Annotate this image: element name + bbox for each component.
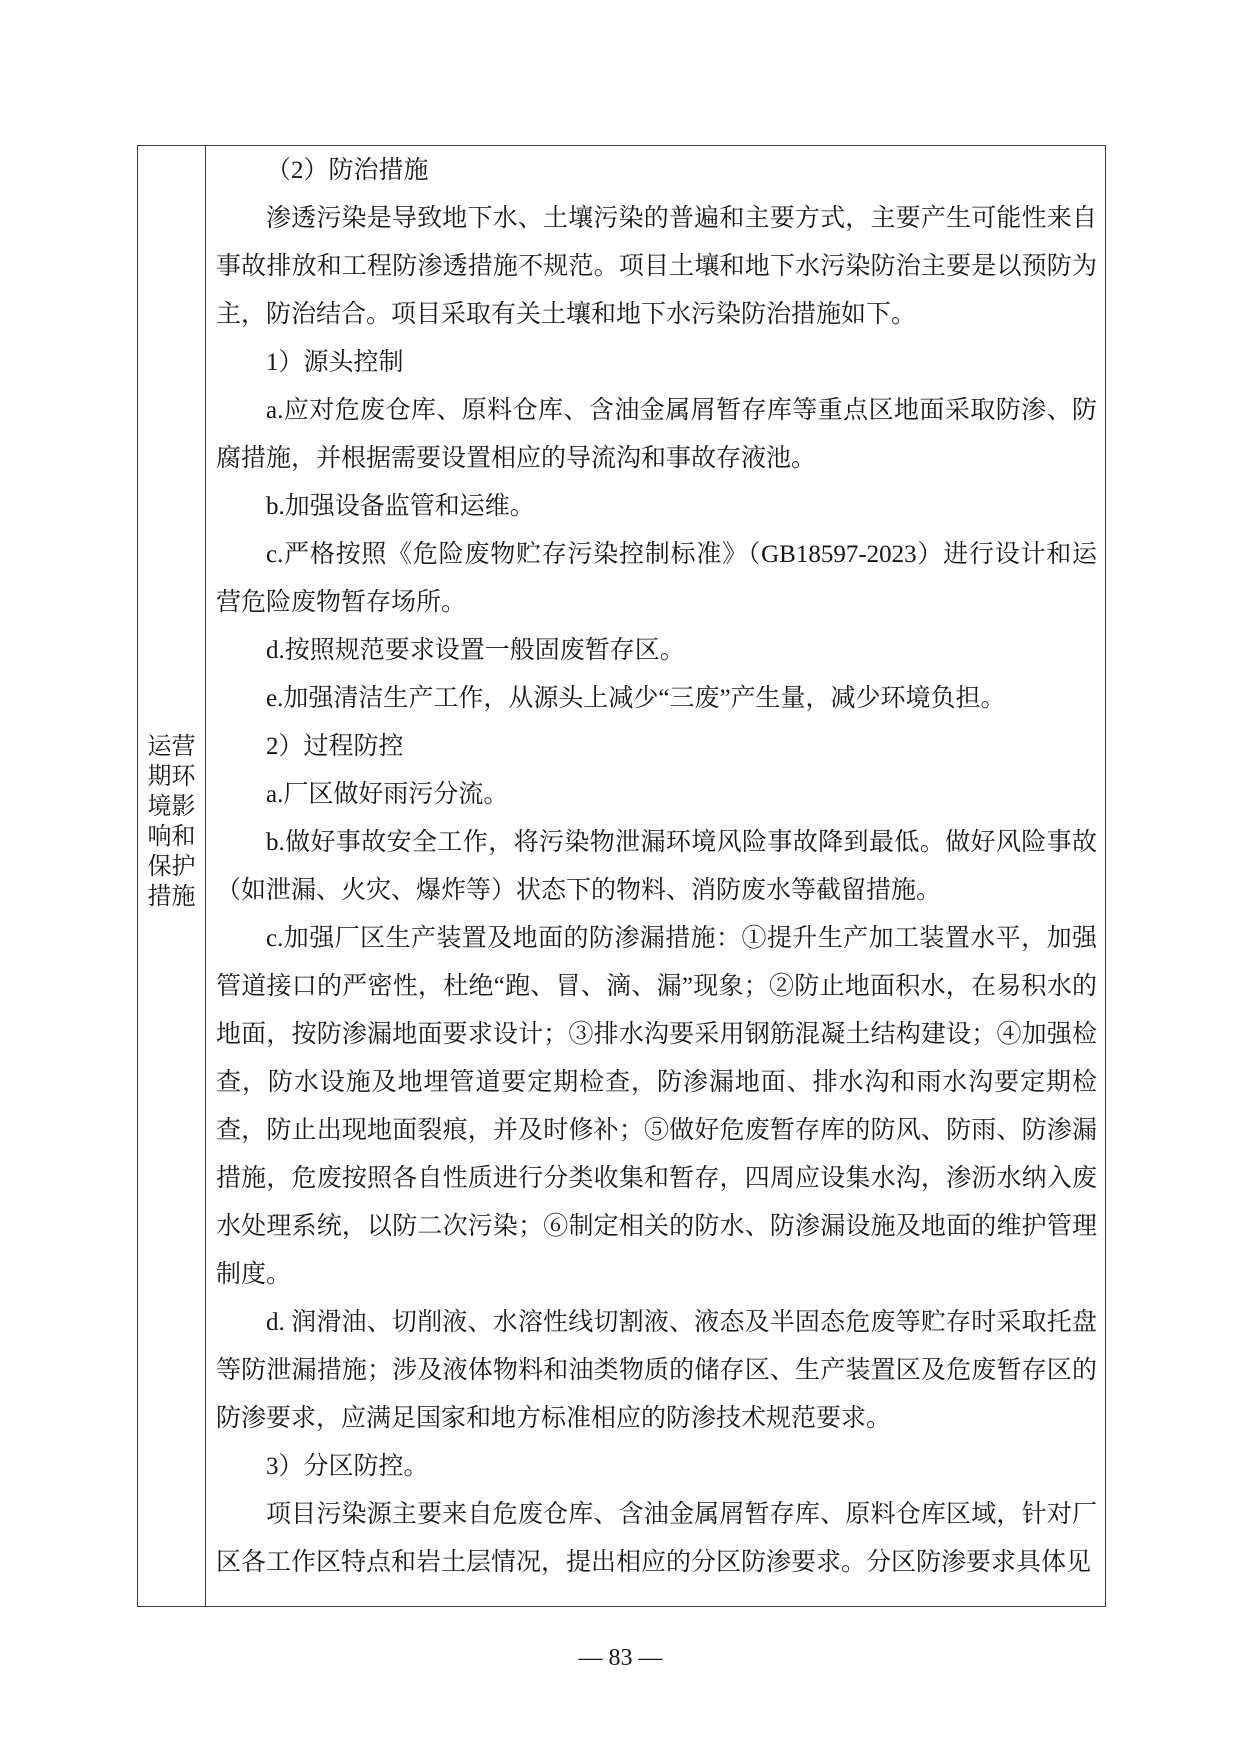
paragraph-process-control-b: b.做好事故安全工作，将污染物泄漏环境风险事故降到最低。做好风险事故（如泄漏、火灾、爆炸等）状态下的物料、消防废水等截留措施。 — [216, 829, 1097, 904]
paragraph-process-control-heading: 2）过程防控 — [266, 733, 404, 760]
measures-content-cell — [206, 146, 1105, 1606]
paragraph-source-control-d: d.按照规范要求设置一般固废暂存区。 — [266, 637, 685, 664]
measures-table — [137, 145, 1106, 1607]
paragraph-zone-control-heading: 3）分区防控。 — [266, 1453, 429, 1480]
paragraph-source-control-a: a.应对危废仓库、原料仓库、含油金属屑暂存库等重点区地面采取防渗、防腐措施，并根据需要设置相应的导流沟和事故存液池。 — [216, 397, 1097, 472]
paragraph-source-control-e: e.加强清洁生产工作，从源头上减少“三废”产生量，减少环境负担。 — [266, 685, 1006, 712]
page-number: — 83 — — [578, 1645, 663, 1671]
paragraph-source-control-heading: 1）源头控制 — [266, 349, 404, 376]
paragraph-process-control-d: d. 润滑油、切削液、水溶性线切割液、液态及半固态危废等贮存时采取托盘等防泄漏措施；涉及液体物料和油类物质的储存区、生产装置区及危废暂存区的防渗要求，应满足国家和地方标准相应的防渗技术规范要求。 — [216, 1309, 1097, 1432]
paragraph-source-control-c: c.严格按照《危险废物贮存污染控制标准》（GB18597-2023）进行设计和运营危险废物暂存场所。 — [216, 541, 1097, 616]
paragraph-zone-control-body: 项目污染源主要来自危废仓库、含油金属屑暂存库、原料仓库区域，针对厂区各工作区特点和岩土层情况，提出相应的分区防渗要求。分区防渗要求具体见 — [216, 1501, 1097, 1576]
paragraph-process-control-c: c.加强厂区生产装置及地面的防渗漏措施：①提升生产加工装置水平，加强管道接口的严密性，杜绝“跑、冒、滴、漏”现象；②防止地面积水，在易积水的地面，按防渗漏地面要求设计；③排水沟要采用钢筋混凝土结构建设；④加强检查，防水设施及地埋管道要定期检查，防渗漏地面、排水沟和雨水沟要定期检查，防止出现地面裂痕，并及时修补；⑤做好危废暂存库的防风、防雨、防渗漏措施，危废按照各自性质进行分类收集和暂存，四周应设集水沟，渗沥水纳入废水处理系统，以防二次污染；⑥制定相关的防水、防渗漏设施及地面的维护管理制度。 — [216, 925, 1097, 1288]
paragraph-prevention-measures-heading: （2）防治措施 — [266, 157, 429, 184]
paragraph-intro: 渗透污染是导致地下水、土壤污染的普遍和主要方式，主要产生可能性来自事故排放和工程防渗透措施不规范。项目土壤和地下水污染防治主要是以预防为主，防治结合。项目采取有关土壤和地下水污染防治措施如下。 — [216, 205, 1097, 328]
row-header-cell — [138, 146, 206, 1606]
row-header-label: 运营期环境影响和保护措施 — [147, 734, 196, 910]
paragraph-process-control-a: a.厂区做好雨污分流。 — [266, 781, 509, 808]
paragraph-source-control-b: b.加强设备监管和运维。 — [266, 493, 535, 520]
